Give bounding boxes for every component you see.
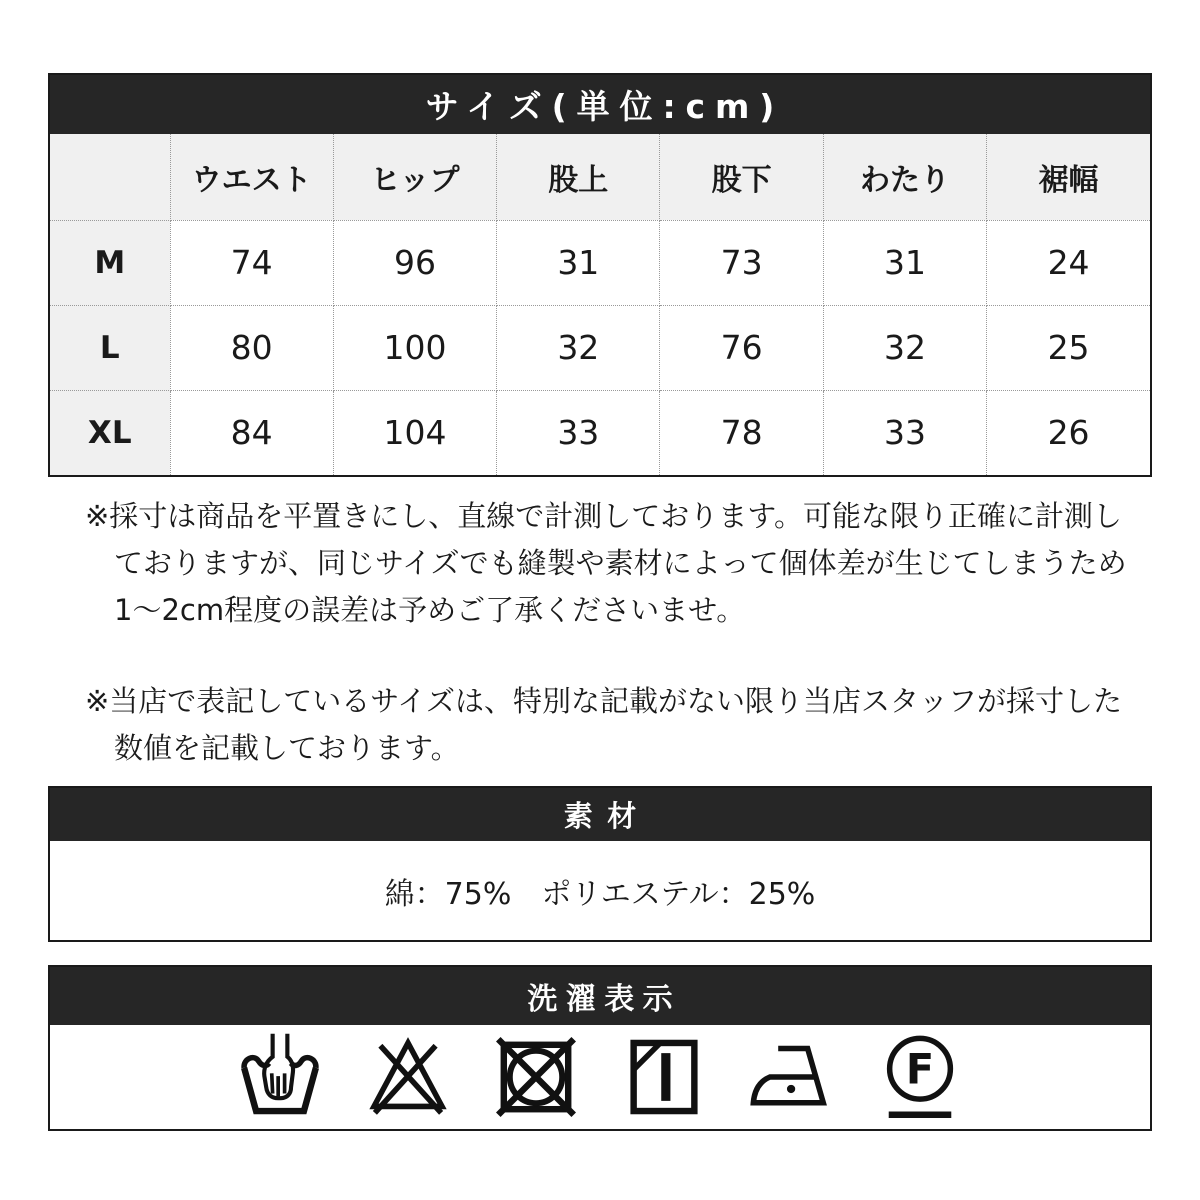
material-title: 素材 <box>50 788 1150 841</box>
cell-value: 84 <box>170 390 333 475</box>
column-header-thigh: わたり <box>823 134 986 220</box>
size-label: M <box>50 220 170 305</box>
measurement-note-1 <box>85 493 1152 634</box>
cell-value: 96 <box>333 220 496 305</box>
table-row-xl <box>50 390 1150 475</box>
note-line: 1〜2cm程度の誤差は予めご了承くださいませ。 <box>114 593 746 627</box>
material-section <box>48 786 1152 942</box>
note-line: ※当店で表記しているサイズは、特別な記載がない限り当店スタッフが採寸した <box>85 684 1122 718</box>
column-header-waist: ウエスト <box>170 134 333 220</box>
note-line: 数値を記載しております。 <box>114 731 460 765</box>
column-header-hem: 裾幅 <box>987 134 1150 220</box>
cell-value: 100 <box>333 305 496 390</box>
dry-clean-petroleum-gentle-icon <box>874 1031 966 1123</box>
cell-value: 76 <box>660 305 823 390</box>
cell-value: 104 <box>333 390 496 475</box>
cell-value: 32 <box>823 305 986 390</box>
cell-value: 25 <box>987 305 1150 390</box>
size-table-title: サイズ(単位:cm) <box>50 75 1150 134</box>
size-table-header-row <box>50 134 1150 220</box>
column-header-inseam: 股下 <box>660 134 823 220</box>
cell-value: 24 <box>987 220 1150 305</box>
cell-value: 31 <box>497 220 660 305</box>
size-label: L <box>50 305 170 390</box>
cell-value: 74 <box>170 220 333 305</box>
size-label: XL <box>50 390 170 475</box>
table-row-m <box>50 220 1150 305</box>
note-line: ※採寸は商品を平置きにし、直線で計測しております。可能な限り正確に計測し <box>85 499 1122 533</box>
corner-cell <box>50 134 170 220</box>
do-not-tumble-dry-icon <box>490 1031 582 1123</box>
cell-value: 80 <box>170 305 333 390</box>
laundry-section <box>48 965 1152 1131</box>
laundry-icons-row <box>50 1025 1150 1129</box>
material-composition: 綿：75% ポリエステル：25% <box>384 876 816 912</box>
svg-text:F: F <box>905 1045 935 1094</box>
cell-value: 33 <box>823 390 986 475</box>
cell-value: 32 <box>497 305 660 390</box>
cell-value: 73 <box>660 220 823 305</box>
measurement-note-2 <box>85 678 1152 772</box>
size-table <box>50 134 1150 475</box>
hand-wash-icon <box>234 1031 326 1123</box>
do-not-bleach-icon <box>362 1031 454 1123</box>
column-header-rise: 股上 <box>497 134 660 220</box>
cell-value: 78 <box>660 390 823 475</box>
cell-value: 33 <box>497 390 660 475</box>
note-line: ておりますが、同じサイズでも縫製や素材によって個体差が生じてしまうため <box>114 546 1127 580</box>
cell-value: 26 <box>987 390 1150 475</box>
size-table-section <box>48 73 1152 477</box>
line-dry-in-shade-icon <box>618 1031 710 1123</box>
column-header-hip: ヒップ <box>333 134 496 220</box>
table-row-l <box>50 305 1150 390</box>
cell-value: 31 <box>823 220 986 305</box>
laundry-title: 洗濯表示 <box>50 967 1150 1025</box>
iron-low-heat-icon <box>746 1031 838 1123</box>
